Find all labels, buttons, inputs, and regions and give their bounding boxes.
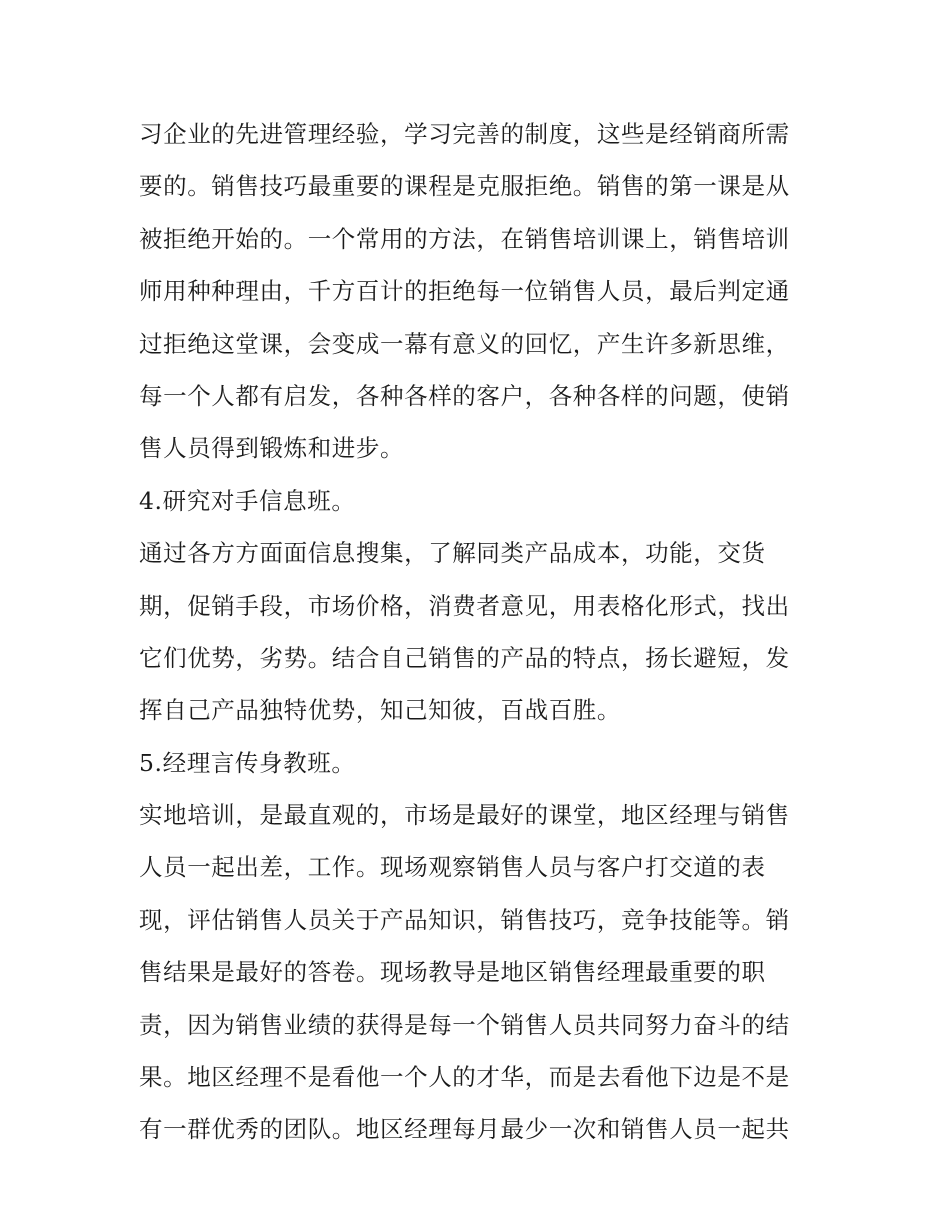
text-line: 师用种种理由，千方百计的拒绝每一位销售人员，最后判定通 xyxy=(139,277,790,306)
text-line: 通过各方方面面信息搜集，了解同类产品成本，功能，交货 xyxy=(139,539,766,568)
section-heading-5: 5.经理言传身教班。 xyxy=(139,748,356,777)
text-line: 每一个人都有启发，各种各样的客户，各种各样的问题，使销 xyxy=(139,381,790,410)
text-line: 被拒绝开始的。一个常用的方法，在销售培训课上，销售培训 xyxy=(139,224,790,253)
text-line: 售结果是最好的答卷。现场教导是地区销售经理最重要的职 xyxy=(139,958,766,987)
section-heading-4: 4.研究对手信息班。 xyxy=(139,486,356,515)
text-line: 过拒绝这堂课，会变成一幕有意义的回忆，产生许多新思维， xyxy=(139,329,790,358)
text-line: 要的。销售技巧最重要的课程是克服拒绝。销售的第一课是从 xyxy=(139,172,790,201)
text-line: 果。地区经理不是看他一个人的才华，而是去看他下边是不是 xyxy=(139,1063,790,1092)
text-line: 挥自己产品独特优势，知己知彼，百战百胜。 xyxy=(139,696,621,725)
text-line: 实地培训，是最直观的，市场是最好的课堂，地区经理与销售 xyxy=(139,801,790,830)
text-line: 人员一起出差，工作。现场观察销售人员与客户打交道的表 xyxy=(139,853,766,882)
text-line: 现，评估销售人员关于产品知识，销售技巧，竞争技能等。销 xyxy=(139,905,790,934)
text-line: 习企业的先进管理经验，学习完善的制度，这些是经销商所需 xyxy=(139,120,790,148)
text-line: 期，促销手段，市场价格，消费者意见，用表格化形式，找出 xyxy=(139,591,790,620)
body-text xyxy=(139,108,819,1156)
text-line: 它们优势，劣势。结合自己销售的产品的特点，扬长避短，发 xyxy=(139,643,790,672)
text-line: 有一群优秀的团队。地区经理每月最少一次和销售人员一起共 xyxy=(139,1115,790,1144)
text-line: 责，因为销售业绩的获得是每一个销售人员共同努力奋斗的结 xyxy=(139,1010,790,1039)
text-line: 售人员得到锻炼和进步。 xyxy=(139,434,405,463)
